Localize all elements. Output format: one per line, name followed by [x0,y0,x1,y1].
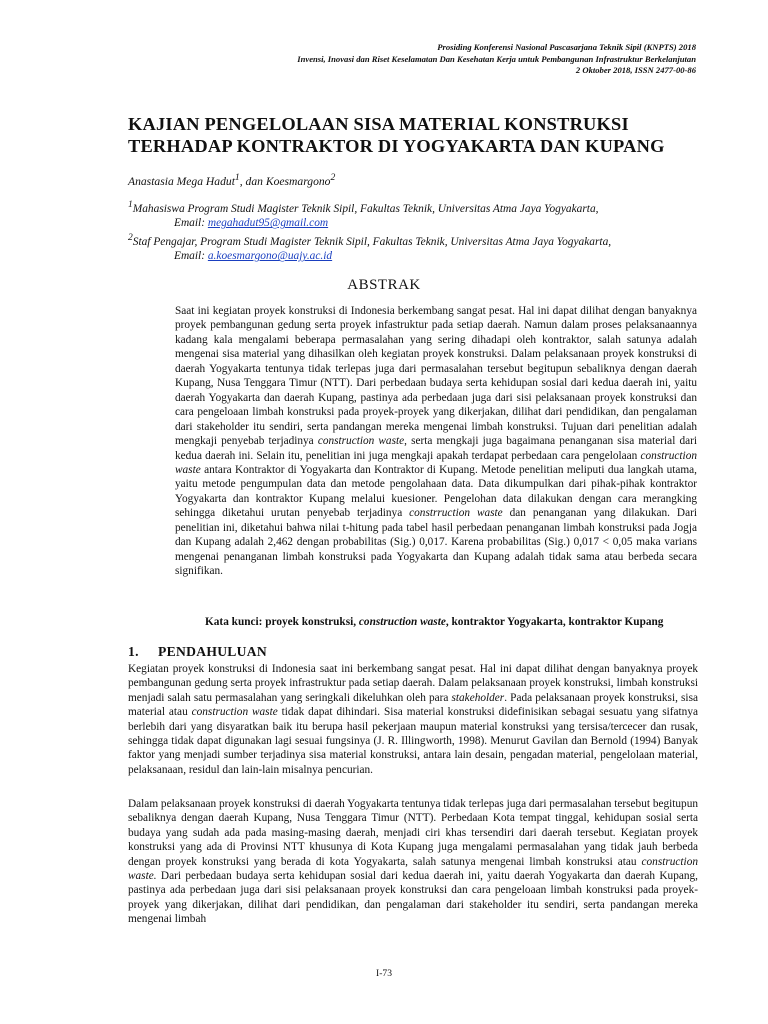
keywords-rest: , kontraktor Yogyakarta, kontraktor Kupang [445,616,664,628]
author-list [128,172,335,188]
affiliation-2-email-line [128,249,611,264]
introduction-paragraph-1 [128,662,698,777]
page-number: I-73 [376,968,392,979]
email-label: Email: [174,217,208,230]
title-line-1: KAJIAN PENGELOLAAN SISA MATERIAL KONSTRUKSI [128,114,629,134]
keywords [205,616,663,628]
paragraph-text: . Pada pelaksanaan proyek konstruksi, sisa material atau [128,691,698,719]
author-joiner: , dan Koesmargono [239,174,331,188]
affiliation-1 [128,198,611,216]
section-number: 1. [128,644,139,659]
paragraph-text: Dari perbedaan budaya serta kehidupan sosial dari kedua daerah ini, yaitu daerah Yogyakarta dan daerah Kupang, pastinya ada perbedaan juga dari sisi pelaksanaan proyek konstruksi dan cara pengeloaan limbah konstruksi pada proyek-proyek yang dikerjakan, dilihat dari pendidikan, dan pengalaman dari stakeholder itu sendiri, serta pandangan mereka mengenai limbah [128,870,698,926]
section-heading-introduction [128,644,267,660]
abstract-body [175,304,697,579]
header-date-issn: 2 Oktober 2018, ISSN 2477-00-86 [575,65,696,75]
title-line-2: TERHADAP KONTRAKTOR DI YOGYAKARTA DAN KUPANG [128,136,665,156]
paragraph-italic-term: construction waste [191,706,278,719]
keywords-italic-term: construction waste [358,616,446,628]
abstract-italic-term: construction waste [175,449,697,476]
section-title: PENDAHULUAN [158,644,268,659]
author-2-superscript: 2 [330,172,336,183]
abstract-text: dan penanganan yang dilakukan. Dari penelitian ini, diketahui bahwa nilai t-hitung pada tabel hasil perbedaan penanganan limbah konstruksi pada Jogja dan Kupang adalah 2,462 dengan probabilitas (Sig.) 0,017. Karena probabilitas (Sig.) 0,017 < 0,05 maka varians mengenai penanganan limbah konstruksi pada Yogyakarta dan Kupang adalah tidak sama atau berbeda secara signifikan. [175,507,697,578]
introduction-paragraph-2 [128,797,698,927]
header-theme: Invensi, Inovasi dan Riset Keselamatan Dan Kesehatan Kerja untuk Pembangunan Infrastruktur Berkelanjutan [297,53,696,64]
affiliations [128,198,611,264]
email-label: Email: [174,250,208,263]
affiliation-2-superscript: 2 [128,232,133,243]
keywords-label: Kata kunci: proyek konstruksi, [205,616,359,628]
affiliation-1-text: Mahasiswa Program Studi Magister Teknik Sipil, Fakultas Teknik, Universitas Atma Jaya Yogyakarta, [132,202,599,215]
paragraph-text: tidak dapat dihindari. Sisa material konstruksi didefinisikan sebagai sesuatu yang sifatnya berlebih dari yang disyaratkan baik itu berupa hasil pekerjaan maupun material konstruksi yang tersisa/tercecer dan rusak, sehingga tidak dapat digunakan lagi sesuai fungsinya (J. R. Illingworth, 1998). Menurut Gavilan dan Bernold (1994) Banyak faktor yang menjadi sumber terjadinya sisa material konstruksi, antara lain desain, pengadan material, pengelolaan material, pelaksanaan, residul dan lain-lain misalnya pencurian. [128,706,698,776]
abstract-italic-term: constrruction waste [409,507,503,520]
affiliation-1-email-line [128,216,611,231]
email-link-author-1[interactable]: megahadut95@gmail.com [207,217,329,230]
affiliation-2-text: Staf Pengajar, Program Studi Magister Teknik Sipil, Fakultas Teknik, Universitas Atma Jaya Yogyakarta, [132,235,612,248]
abstract-text: Saat ini kegiatan proyek konstruksi di Indonesia berkembang sangat pesat. Hal ini dapat dilihat dengan banyaknya proyek pembangunan gedung serta proyek infastruktur pada setiap daerah. Namun dalam proses pelaksanaannya kadang kala mengalami beberapa permasalahan yang sering dihadapi oleh kontraktor, salah satunya adalah mengenai sisa material yang dihasilkan oleh kegiatan proyek konstruksi. Dalam pelaksanaan proyek konstruksi di daerah Yogyakarta tentunya tidak terlepas juga dari permasalahan tersebut begitupun sebaliknya dengan daerah Kupang, Nusa Tenggara Timur (NTT). Dari perbedaan budaya serta kehidupan sosial dari kedua daerah ini, yaitu daerah Yogyakarta dan daerah Kupang, pastinya ada perbedaan juga dari sisi pelaksanaan proyek konstruksi dan cara pengeloaan limbah konstruksi pada proyek-proyek yang dikerjakan, dilihat dari pendidikan, dan pengalaman dari stakeholder itu sendiri, serta pandangan mereka mengenai limbah konstruksi. Tujuan dari penelitian adalah mengkaji penyebab terjadinya [175,305,697,448]
paper-title [128,113,688,157]
paragraph-italic-term: stakeholder [451,691,505,704]
author-1: Anastasia Mega Hadut [128,174,235,188]
abstract-text: antara Kontraktor di Yogyakarta dan Kontraktor di Kupang. Metode penelitian meliputi dua langkah utama, yaitu metode pengumpulan data dan metode pengolahaan data. Data dikumpulkan dari pihak-pihak kontraktor Yogyakarta dan kontraktor Kupang melalui kuesioner. Pengelohan data dilakukan dengan cara merangking sehingga diketahui urutan penyebab terjadinya [175,463,697,520]
paragraph-text: Kegiatan proyek konstruksi di Indonesia saat ini berkembang sangat pesat. Hal ini dapat dilihat dengan banyaknya proyek pembangunan gedung serta proyek infrastruktur pada setiap daerah. Dalam pelaksanaan proyek konstruksi, limbah konstruksi menjadi salah satu permasalahan yang seringkali dikeluhkan oleh para [128,663,698,704]
header-conference-name: Prosiding Konferensi Nasional Pascasarjana Teknik Sipil (KNPTS) 2018 [437,42,696,52]
affiliation-2 [128,231,611,249]
author-1-superscript: 1 [234,172,240,183]
paragraph-text: Dalam pelaksanaan proyek konstruksi di daerah Yogyakarta tentunya tidak terlepas juga dari permasalahan tersebut begitupun sebaliknya dengan daerah Kupang, Nusa Tenggara Timur (NTT). Perbedaan Kota tempat tinggal, kehidupan sosial serta budaya yang sudah ada pada masing-masing daerah, menjadi ciri khas tersendiri dari daerah tersebut. Kegiatan proyek konstruksi yang ada di Provinsi NTT khusunya di Kota Kupang juga mengalami permasalahan yang tidak jauh berbeda dengan proyek konstruksi yang berada di kota Yogyakarta, salah satunya mengenai limbah konstruksi atau [128,798,698,868]
abstract-italic-term: construction waste [317,435,405,448]
paragraph-italic-term: construction waste. [128,855,698,883]
email-link-author-2[interactable]: a.koesmargono@uajy.ac.id [207,250,333,263]
affiliation-1-superscript: 1 [128,200,133,210]
abstract-heading: ABSTRAK [347,277,421,293]
abstract-text: , serta mengkaji juga bagaimana penanganan sisa material dari kedua daerah ini. Selain itu, penelitian ini juga mengkaji apakah terdapat perbedaan cara pengelolaan [175,435,698,462]
running-header [297,42,696,77]
